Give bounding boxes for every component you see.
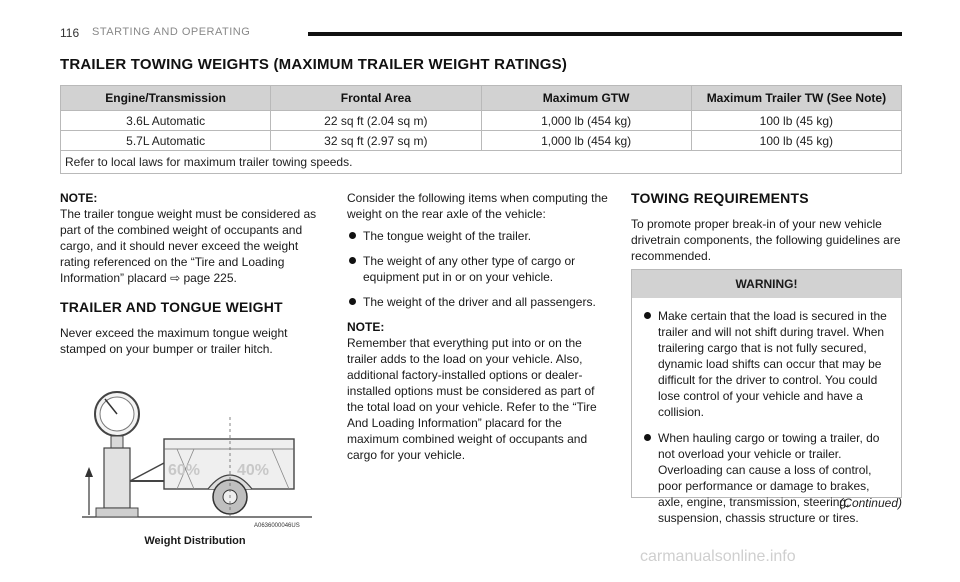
tongue-weight-text: Never exceed the maximum tongue weight stamped on your bumper or trailer hitch. <box>60 326 288 356</box>
table-cell: 32 sq ft (2.97 sq m) <box>271 131 481 151</box>
continued-label: (Continued) <box>839 496 902 510</box>
bullet-icon <box>349 298 356 305</box>
page-reference-link[interactable]: page 225. <box>183 271 237 285</box>
table-row <box>61 111 902 131</box>
middle-column <box>347 190 614 469</box>
rear-axle-intro: Consider the following items when computing the weight on the rear axle of the vehicle: <box>347 191 608 221</box>
table-cell: 1,000 lb (454 kg) <box>481 131 691 151</box>
bullet-icon <box>644 312 651 319</box>
list-item <box>347 228 614 244</box>
list-item <box>642 430 891 526</box>
table-header-cell: Frontal Area <box>271 86 481 111</box>
table-cell: 100 lb (45 kg) <box>691 111 901 131</box>
note-text: The trailer tongue weight must be considered as part of the combined weight of occupants and cargo, and it should never exceed the weight rating referenced on the “Tire and Loading Information” placard <box>60 207 317 285</box>
note-label: NOTE: <box>60 191 98 205</box>
table-header-row <box>61 86 902 111</box>
rear-axle-list <box>347 228 614 310</box>
list-item <box>642 308 891 420</box>
table-cell: 22 sq ft (2.04 sq m) <box>271 111 481 131</box>
table-row <box>61 131 902 151</box>
warning-item-text: When hauling cargo or towing a trailer, do not overload your vehicle or trailer. Overloading can cause a loss of control, poor performance or damage to brakes, axle, engine, transmission, steering, suspension, chassis structure or tires. <box>658 431 880 525</box>
table-header-cell: Maximum GTW <box>481 86 691 111</box>
bullet-icon <box>644 434 651 441</box>
list-item <box>347 294 614 310</box>
trailer-weights-table <box>60 85 902 174</box>
towing-requirements-heading: TOWING REQUIREMENTS <box>631 190 809 206</box>
page-header <box>60 26 902 42</box>
table-header-cell: Engine/Transmission <box>61 86 271 111</box>
table-header-cell: Maximum Trailer TW (See Note) <box>691 86 901 111</box>
table-cell: 1,000 lb (454 kg) <box>481 111 691 131</box>
header-rule <box>308 32 902 36</box>
tongue-weight-heading: TRAILER AND TONGUE WEIGHT <box>60 299 283 315</box>
left-column <box>60 190 330 549</box>
table-cell: 5.7L Automatic <box>61 131 271 151</box>
bullet-icon <box>349 257 356 264</box>
table-footnote-row <box>61 151 902 174</box>
table-footnote: Refer to local laws for maximum trailer towing speeds. <box>61 151 902 174</box>
main-title: TRAILER TOWING WEIGHTS (MAXIMUM TRAILER WEIGHT RATINGS) <box>60 56 568 73</box>
weight-distribution-figure <box>82 369 312 529</box>
note-text: Remember that everything put into or on the trailer adds to the load on your vehicle. Also, additional factory-installed options or dealer-installed options must be considered as part of the total load on your vehicle. Refer to the “Tire And Loading Information” placard for the maximum combined weight of occupants and cargo for your vehicle. <box>347 336 597 462</box>
front-weight-percent: 60% <box>168 462 201 479</box>
warning-title: WARNING! <box>632 270 901 298</box>
warning-item-text: Make certain that the load is secured in the trailer and will not shift during travel. When trailering cargo that is not fully secured, dynamic load shifts can occur that may be difficult for the driver to control. You could lose control of your vehicle and have a collision. <box>658 309 887 419</box>
rear-weight-percent: 40% <box>237 462 270 479</box>
bullet-icon <box>349 232 356 239</box>
note-label: NOTE: <box>347 320 385 334</box>
warning-list <box>632 298 901 526</box>
list-item <box>347 253 614 285</box>
list-item-text: The weight of the driver and all passengers. <box>363 295 596 309</box>
list-item-text: The tongue weight of the trailer. <box>363 229 532 243</box>
right-column <box>631 190 902 270</box>
watermark: carmanualsonline.info <box>640 548 796 565</box>
figure-caption: Weight Distribution <box>144 535 246 547</box>
scale-trailer-illustration <box>82 369 312 529</box>
list-item-text: The weight of any other type of cargo or equipment put in or on your vehicle. <box>363 254 576 284</box>
note-paragraph <box>60 206 330 286</box>
towing-requirements-intro: To promote proper break-in of your new vehicle drivetrain components, the following guidelines are recommended. <box>631 217 901 263</box>
page-number: 116 <box>60 26 80 40</box>
table-cell: 100 lb (45 kg) <box>691 131 901 151</box>
table-cell: 3.6L Automatic <box>61 111 271 131</box>
figure-code: A0636000046US <box>254 523 300 529</box>
section-title: STARTING AND OPERATING <box>92 26 251 38</box>
page-ref-arrow-icon: ⇨ <box>170 271 181 285</box>
